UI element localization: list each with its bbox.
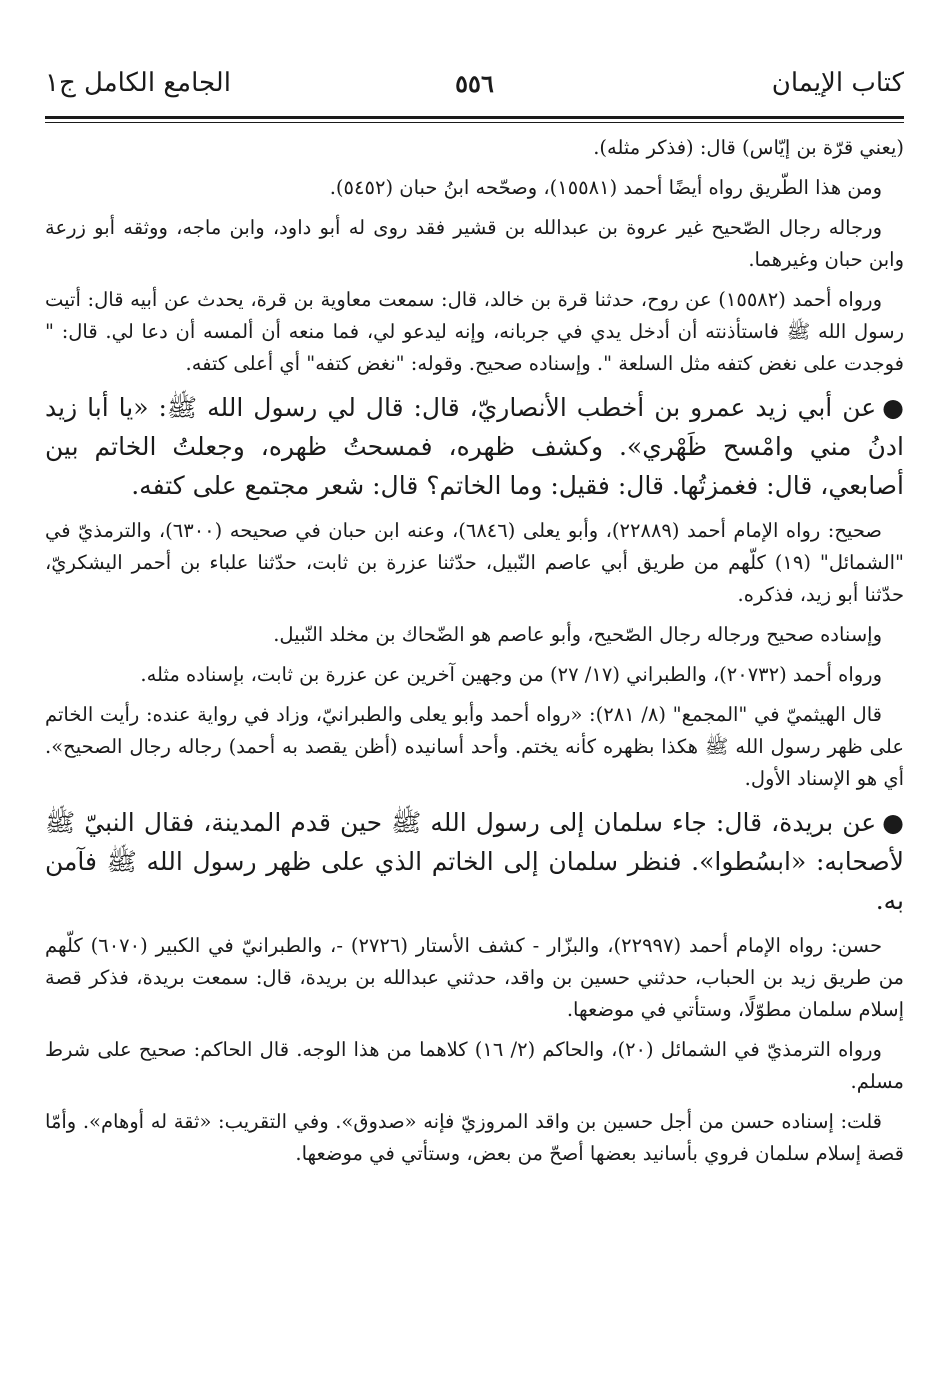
header-rule-thick xyxy=(45,116,904,119)
paragraph-haythami: قال الهيثميّ في "المجمع" (٨/ ٢٨١): «رواه أحمد وأبو يعلى والطبرانيّ، وزاد في رواية عنده: رأيت الخاتم على ظهر رسول الله ﷺ هكذا بظهره كأنه يختم. وأحد أسانيده (أظن يقصد به أحمد) رجاله رجال الصحيح». أي هو الإسناد الأول. xyxy=(45,703,904,790)
hadith-bullet: ● xyxy=(882,393,904,422)
paragraph-continuation: (يعني قرّة بن إيّاس) قال: (فذكر مثله). xyxy=(593,136,904,159)
paragraph-ahmad-tabarani: ورواه أحمد (٢٠٧٣٢)، والطبراني (١٧/ ٢٧) من وجهين آخرين عن عزرة بن ثابت، بإسناده مثله. xyxy=(140,663,882,686)
page-header xyxy=(45,58,904,108)
hadith-buraidah xyxy=(45,803,904,920)
paragraph-narration-note: ومن هذا الطّريق رواه أيضًا أحمد (١٥٥٨١)، وصحّحه ابنُ حبان (٥٤٥٢). xyxy=(329,176,882,199)
collection-title: الجامع الكامل ج١ xyxy=(45,68,231,98)
hadith-bullet: ● xyxy=(882,808,904,837)
paragraph-tirmidhi-hakim: ورواه الترمذيّ في الشمائل (٢٠)، والحاكم (٢/ ١٦) كلاهما من هذا الوجه. قال الحاكم: صحيح على شرط مسلم. xyxy=(45,1038,904,1093)
paragraph-takhrij-hasan: حسن: رواه الإمام أحمد (٢٢٩٩٧)، والبزّار - كشف الأستار (٢٧٢٦) -، والطبرانيّ في الكبير (٦٠٧٠) كلّهم من طريق زيد بن الحباب، حدثني حسين بن واقد، حدثني عبدالله بن بريدة، قال: سمعت بريدة، فذكر قصة إسلام سلمان مطوّلًا، وستأتي في موضعها. xyxy=(45,934,904,1021)
paragraph-author-comment: قلت: إسناده حسن من أجل حسين بن واقد المروزيّ فإنه «صدوق». وفي التقريب: «ثقة له أوهام». وأمّا قصة إسلام سلمان فروي بأسانيد بعضها أصحّ من بعض، وستأتي في موضعها. xyxy=(45,1110,904,1165)
paragraph-takhrij-sahih: صحيح: رواه الإمام أحمد (٢٢٨٨٩)، وأبو يعلى (٦٨٤٦)، وعنه ابن حبان في صحيحه (٦٣٠٠)، والترمذيّ في "الشمائل" (١٩) كلّهم من طريق أبي عاصم النّبيل، حدّثنا عزرة بن ثابت، حدّثنا علباء بن أحمر اليشكريّ، حدّثنا أبو زيد، فذكره. xyxy=(45,519,904,606)
page-number: ٥٥٦ xyxy=(455,68,494,98)
header-rule-thin xyxy=(45,122,904,123)
paragraph-ahmad-narration: ورواه أحمد (١٥٥٨٢) عن روح، حدثنا قرة بن خالد، قال: سمعت معاوية بن قرة، يحدث عن أبيه قال: أتيت رسول الله ﷺ فاستأذنته أن أدخل يدي في جربانه، وإنه ليدعو لي، فما منعه أن ألمسه أن دعا لي. قال: " فوجدت على نغض كتفه مثل السلعة ". وإسناده صحيح. وقوله: "نغض كتفه" أي أعلى كتفه. xyxy=(45,288,904,375)
paragraph-isnad-note: وإسناده صحيح ورجاله رجال الصّحيح، وأبو عاصم هو الضّحاك بن مخلد النّبيل. xyxy=(273,623,882,646)
hadith-text: عن بريدة، قال: جاء سلمان إلى رسول الله ﷺ حين قدم المدينة، فقال النبيّ ﷺ لأصحابه: «ابسُطوا». فنظر سلمان إلى الخاتم الذي على ظهر رسول الله ﷺ فآمن به. xyxy=(45,808,904,915)
hadith-text: عن أبي زيد عمرو بن أخطب الأنصاريّ، قال: قال لي رسول الله ﷺ: «يا أبا زيد ادنُ مني وامْسح ظَهْري». وكشف ظهره، فمسحتُ ظهره، وجعلتُ الخاتم بين أصابعي، قال: فغمزتُها. قال: فقيل: وما الخاتم؟ قال: شعر مجتمع على كتفه. xyxy=(45,393,904,500)
hadith-abu-zaid xyxy=(45,388,904,505)
page-body xyxy=(45,132,904,1178)
book-title: كتاب الإيمان xyxy=(771,68,904,98)
paragraph-narrators-note: ورجاله رجال الصّحيح غير عروة بن عبدالله بن قشير فقد روى له أبو داود، وابن ماجه، ووثقه أبو زرعة وابن حبان وغيرهما. xyxy=(45,216,904,271)
